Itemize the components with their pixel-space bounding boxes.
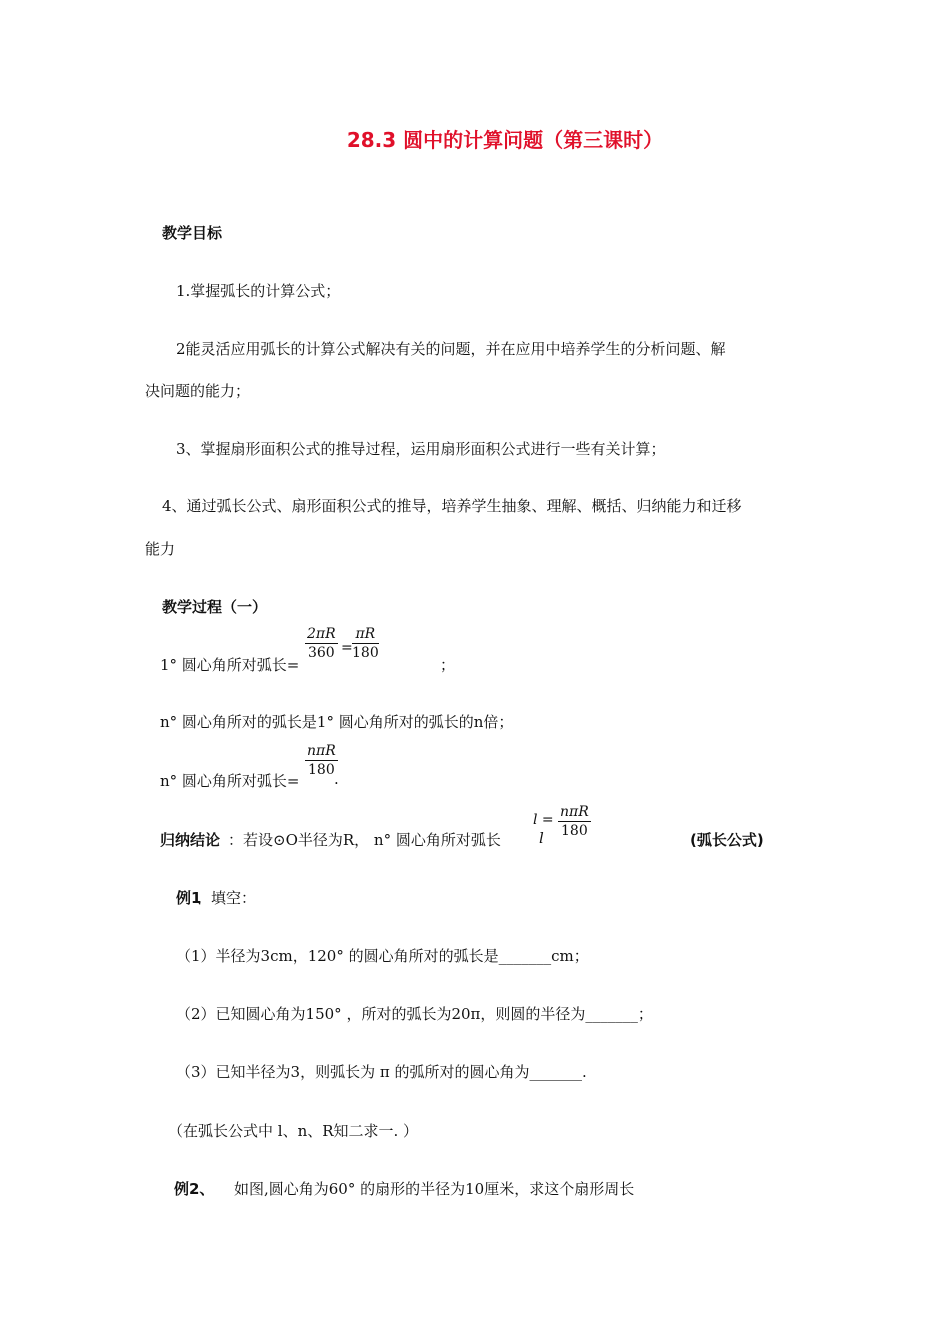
page-title: 28.3 圆中的计算问题（第三课时） [346,128,664,152]
objective-2-line1: 2能灵活应用弧长的计算公式解决有关的问题，并在应用中培养学生的分析问题、解 [176,340,726,358]
fraction-numerator: πR [352,626,379,644]
fraction-denominator: 180 [308,762,335,778]
fraction-denominator: 180 [561,823,588,839]
fraction-numerator: nπR [307,743,336,759]
example2-label: 例2、 [174,1180,215,1198]
example1-note: （在弧长公式中 l、n、R知二求一. ） [168,1122,419,1140]
example1-question-3: （3）已知半径为3，则弧长为 π 的弧所对的圆心角为_______. [176,1063,587,1081]
fraction-denominator: 360 [307,645,335,661]
fraction-denominator: 180 [352,645,379,661]
fraction-arc-formula [558,804,591,839]
process-heading: 教学过程（一） [162,598,268,616]
equals-sign: = [341,640,353,656]
example1-label: 例1 [176,889,202,907]
fraction-npiR-over-180 [305,743,338,778]
process-line2: n° 圆心角所对的弧长是1° 圆心角所对的弧长的n倍； [160,713,514,731]
process-line3-text: n° 圆心角所对弧长= [160,772,300,790]
example1-question-2: （2）已知圆心角为150° ，所对的弧长为20π，则圆的半径为_______； [176,1005,653,1023]
fraction-piR-over-180 [352,626,379,661]
objective-4-line2: 能力 [145,540,176,558]
objective-1: 1.掌握弧长的计算公式； [176,282,341,300]
fraction-2piR-over-360 [305,626,338,661]
example1-text: 、填空： [196,889,257,907]
fraction-numerator: nπR [560,804,589,820]
fraction-numerator: 2πR [307,626,336,642]
objective-4-line1: 4、通过弧长公式、扇形面积公式的推导，培养学生抽象、理解、概括、归纳能力和迁移 [162,497,742,515]
formula-left: l = [533,812,554,828]
process-line1-end: ； [440,656,456,674]
conclusion-text: ：若设⊙O半径为R， n° 圆心角所对弧长 [228,831,501,849]
objectives-heading: 教学目标 [162,224,223,242]
objective-3: 3、掌握扇形面积公式的推导过程，运用扇形面积公式进行一些有关计算； [176,440,666,458]
example2-text: 如图,圆心角为60° 的扇形的半径为10厘米，求这个扇形周长 [234,1180,635,1198]
arc-length-formula-tag: (弧长公式) [690,831,764,849]
example1-question-1: （1）半径为3cm，120° 的圆心角所对的弧长是_______cm； [176,947,589,965]
process-line1-text: 1° 圆心角所对弧长= [160,656,300,674]
objective-2-line2: 决问题的能力； [145,382,251,400]
process-line3-end: . [334,770,339,788]
conclusion-label: 归纳结论 [160,831,221,849]
arc-length-symbol: l [539,829,544,847]
